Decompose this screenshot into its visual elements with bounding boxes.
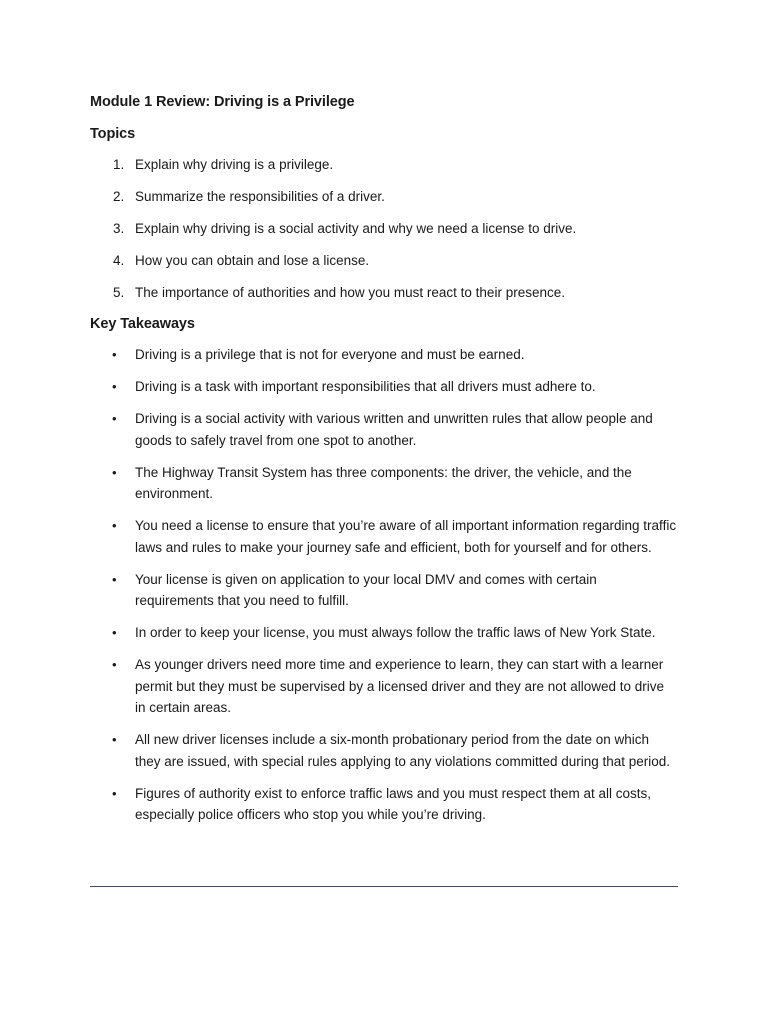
takeaway-text: Driving is a task with important responsibilities that all drivers must adhere to. xyxy=(135,379,596,394)
bullet-icon: • xyxy=(112,464,117,480)
topic-number: 4. xyxy=(113,253,125,268)
takeaway-text: As younger drivers need more time and experience to learn, they can start with a learner permit but they must be supervised by a licensed driver and they are not allowed to drive in certain areas. xyxy=(135,657,665,715)
topic-text: How you can obtain and lose a license. xyxy=(135,253,370,268)
takeaway-text: Driving is a social activity with various written and unwritten rules that allow people and goods to safely travel from one spot to another. xyxy=(135,411,653,448)
bullet-icon: • xyxy=(112,785,117,801)
bullet-icon: • xyxy=(112,732,117,747)
bullet-icon: • xyxy=(112,657,117,672)
topic-number: 2. xyxy=(113,189,125,204)
topic-text: Explain why driving is a social activity and why we need a license to drive. xyxy=(135,221,577,236)
document-page xyxy=(90,92,678,836)
document-title: Module 1 Review: Driving is a Privilege xyxy=(90,94,355,110)
takeaway-text: Figures of authority exist to enforce traffic laws and you must respect them at all costs, especially police officers who stop you while you’re driving. xyxy=(135,785,651,822)
takeaway-text: You need a license to ensure that you’re aware of all important information regarding traffic laws and rules to make your journey safe and efficient, both for yourself and for others. xyxy=(135,518,677,555)
topic-text: Summarize the responsibilities of a driver. xyxy=(135,189,385,204)
takeaway-text: Your license is given on application to your local DMV and comes with certain requirements that you need to fulfill. xyxy=(135,571,597,608)
topic-number: 3. xyxy=(113,221,125,236)
takeaway-text: All new driver licenses include a six-month probationary period from the date on which they are issued, with special rules applying to any violations committed during that period. xyxy=(135,732,671,769)
topic-item xyxy=(90,282,678,304)
bullet-icon: • xyxy=(112,625,117,640)
takeaway-item xyxy=(90,622,678,644)
topic-number: 1. xyxy=(113,157,125,172)
topic-item xyxy=(90,154,678,176)
takeaway-item xyxy=(90,654,678,719)
bullet-icon: • xyxy=(112,347,117,362)
takeaway-text: In order to keep your license, you must always follow the traffic laws of New York State. xyxy=(135,625,656,640)
takeaway-item xyxy=(90,783,678,826)
takeaway-item xyxy=(90,569,678,612)
takeaway-item xyxy=(90,515,678,558)
takeaway-text: The Highway Transit System has three components: the driver, the vehicle, and the environment. xyxy=(135,464,632,501)
topic-text: The importance of authorities and how you must react to their presence. xyxy=(135,285,565,300)
takeaways-list xyxy=(90,344,678,826)
topic-number: 5. xyxy=(113,285,125,300)
topic-item xyxy=(90,218,678,240)
takeaway-item xyxy=(90,344,678,366)
horizontal-divider xyxy=(90,886,678,887)
bullet-icon: • xyxy=(112,379,117,394)
takeaway-item xyxy=(90,462,678,505)
bullet-icon: • xyxy=(112,571,117,587)
takeaway-item xyxy=(90,376,678,398)
takeaway-item xyxy=(90,408,678,451)
takeaway-item xyxy=(90,729,678,772)
key-takeaways-heading: Key Takeaways xyxy=(90,316,195,332)
takeaway-text: Driving is a privilege that is not for everyone and must be earned. xyxy=(135,347,525,362)
topic-item xyxy=(90,250,678,272)
topic-item xyxy=(90,186,678,208)
bullet-icon: • xyxy=(112,411,117,426)
topics-list xyxy=(90,154,678,304)
topic-text: Explain why driving is a privilege. xyxy=(135,157,334,172)
topics-heading: Topics xyxy=(90,126,136,142)
bullet-icon: • xyxy=(112,518,117,533)
